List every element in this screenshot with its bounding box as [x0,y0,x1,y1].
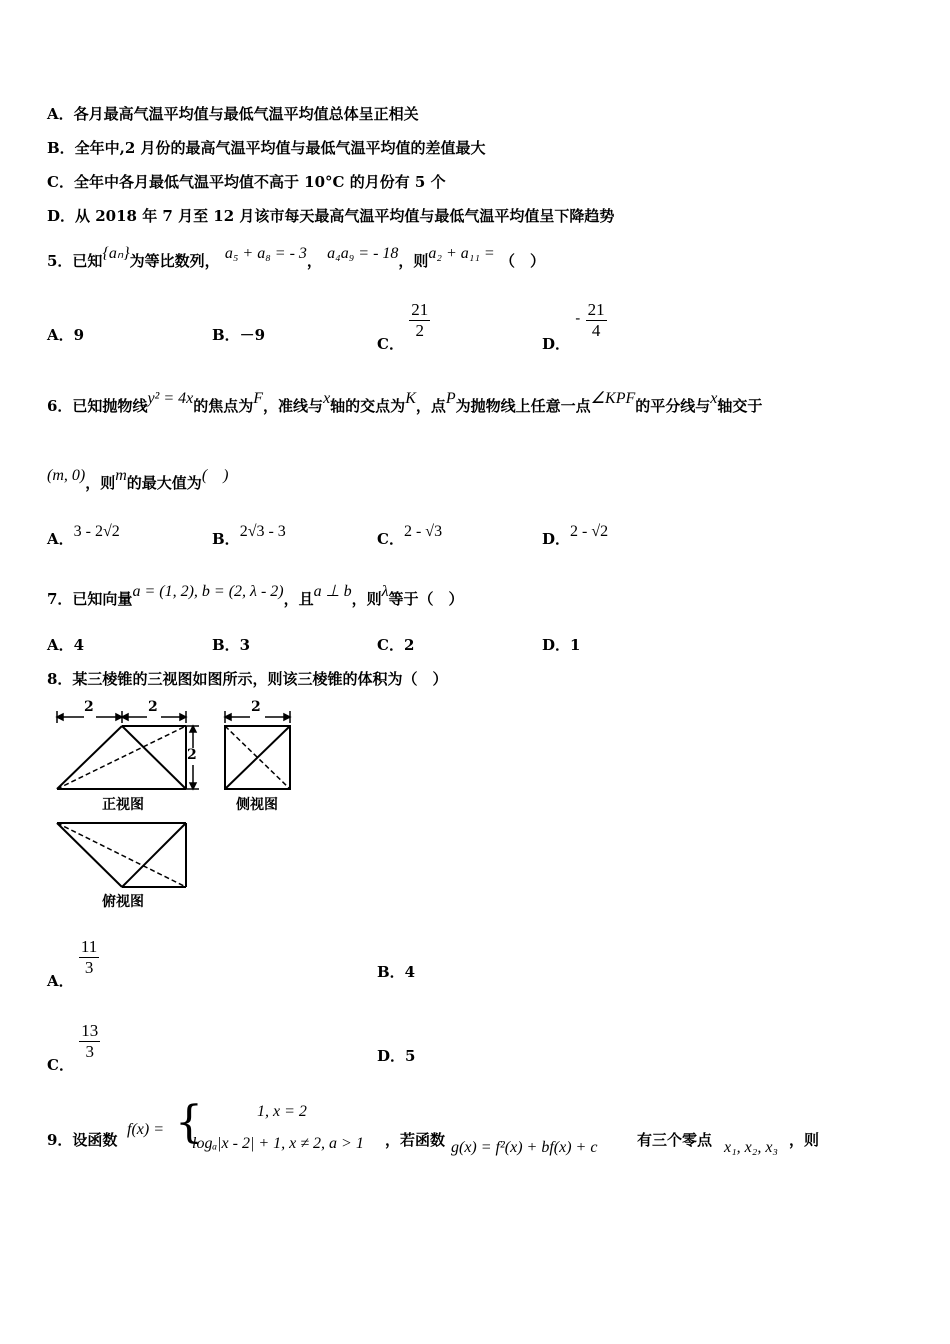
q5-stem: 5．已知{aₙ}为等比数列， a₅ + a₈ = - 3， a₄a₉ = - 18，则a₂ + a₁₁ = （ ） [47,245,545,270]
dimension-label: 2 [148,699,158,715]
side-view-figure [220,699,300,818]
q6-stem-line1: 6．已知抛物线y² = 4x的焦点为F，准线与x轴的交点为K，点P为抛物线上任意一点∠KPF的平分线与x轴交于 [47,390,763,415]
dimension-label: 2 [187,747,197,763]
q5-option-c: C． $\frac{21}{2}$ [377,300,429,353]
q4-option-d: D．从 2018 年 7 月至 12 月该市每天最高气温平均值与最低气温平均值呈下降趋势 [47,207,615,225]
q6-option-c: C．2 - √3 [377,523,443,548]
vector-definition: a = (1, 2), b = (2, λ - 2) [132,583,284,600]
q8-option-b: B．4 [377,963,416,981]
q7-option-b: B．3 [212,636,251,654]
fraction: $\frac{11}{3}$ [80,937,98,977]
q8-option-c: C． $\frac{13}{3}$ [47,1021,99,1074]
q7-option-c: C．2 [377,636,415,654]
piecewise-case-1: 1, x = 2 [257,1103,307,1120]
q4-option-a: A．各月最高气温平均值与最低气温平均值总体呈正相关 [47,105,419,123]
parabola-equation: y² = 4x [147,390,194,407]
function-g: g(x) = f²(x) + bf(x) + c [451,1139,598,1156]
function-f: f(x) = [127,1121,164,1138]
q5-option-a: A．9 [47,326,85,344]
q5-equation-2: a₄a₉ = - 18 [327,245,399,262]
q6-option-a: A．3 - 2√2 [47,523,120,548]
sequence-notation: {aₙ} [102,245,130,262]
q9-stem: 9．设函数 f(x) = { 1, x = 2 logₐ|x - 2| + 1, x ≠ 2, a > 1 ，若函数 g(x) = f²(x) + bf(x) + c 有三个零点 x₁, x₂, x₃ ，则 [47,1097,820,1156]
q6-option-d: D．2 - √2 [542,523,609,548]
q8-stem: 8．某三棱锥的三视图如图所示，则该三棱锥的体积为（ ） [47,670,448,688]
zeros: x₁, x₂, x₃ [724,1139,778,1156]
fraction: $\frac{13}{3}$ [81,1021,99,1061]
side-view-caption: 侧视图 [236,797,278,813]
q5-equation-3: a₂ + a₁₁ = [428,245,495,262]
q7-option-d: D．1 [542,636,581,654]
dimension-label: 2 [251,699,261,715]
angle-kpf: ∠KPF [590,390,636,407]
q8-option-d: D．5 [377,1047,416,1065]
dimension-label: 2 [84,699,94,715]
front-view-caption: 正视图 [102,797,144,813]
q4-option-b: B．全年中,2 月份的最高气温平均值与最低气温平均值的差值最大 [47,139,486,157]
front-view-figure [44,699,214,818]
top-view-caption: 俯视图 [102,894,144,910]
q5-option-b: B．－9 [212,326,266,344]
q5-equation-1: a₅ + a₈ = - 3 [224,245,307,262]
q7-option-a: A．4 [47,636,85,654]
q7-stem: 7．已知向量a = (1, 2), b = (2, λ - 2)，且a ⊥ b，则λ等于（ ） [47,583,464,608]
q5-option-d: D． - $\frac{21}{4}$ [542,300,605,353]
q6-stem-line2: (m, 0)，则m的最大值为( ) [47,467,229,492]
q8-option-a: A． $\frac{11}{3}$ [47,937,98,990]
q6-option-b: B．2√3 - 3 [212,523,286,548]
q4-option-c: C．全年中各月最低气温平均值不高于 10°C 的月份有 5 个 [47,173,446,191]
top-view-figure [44,815,214,915]
piecewise-case-2: logₐ|x - 2| + 1, x ≠ 2, a > 1 [192,1135,364,1152]
piecewise-brace: { [175,1097,203,1148]
fraction: $\frac{21}{2}$ [411,300,429,340]
fraction: $\frac{21}{4}$ [587,300,605,340]
